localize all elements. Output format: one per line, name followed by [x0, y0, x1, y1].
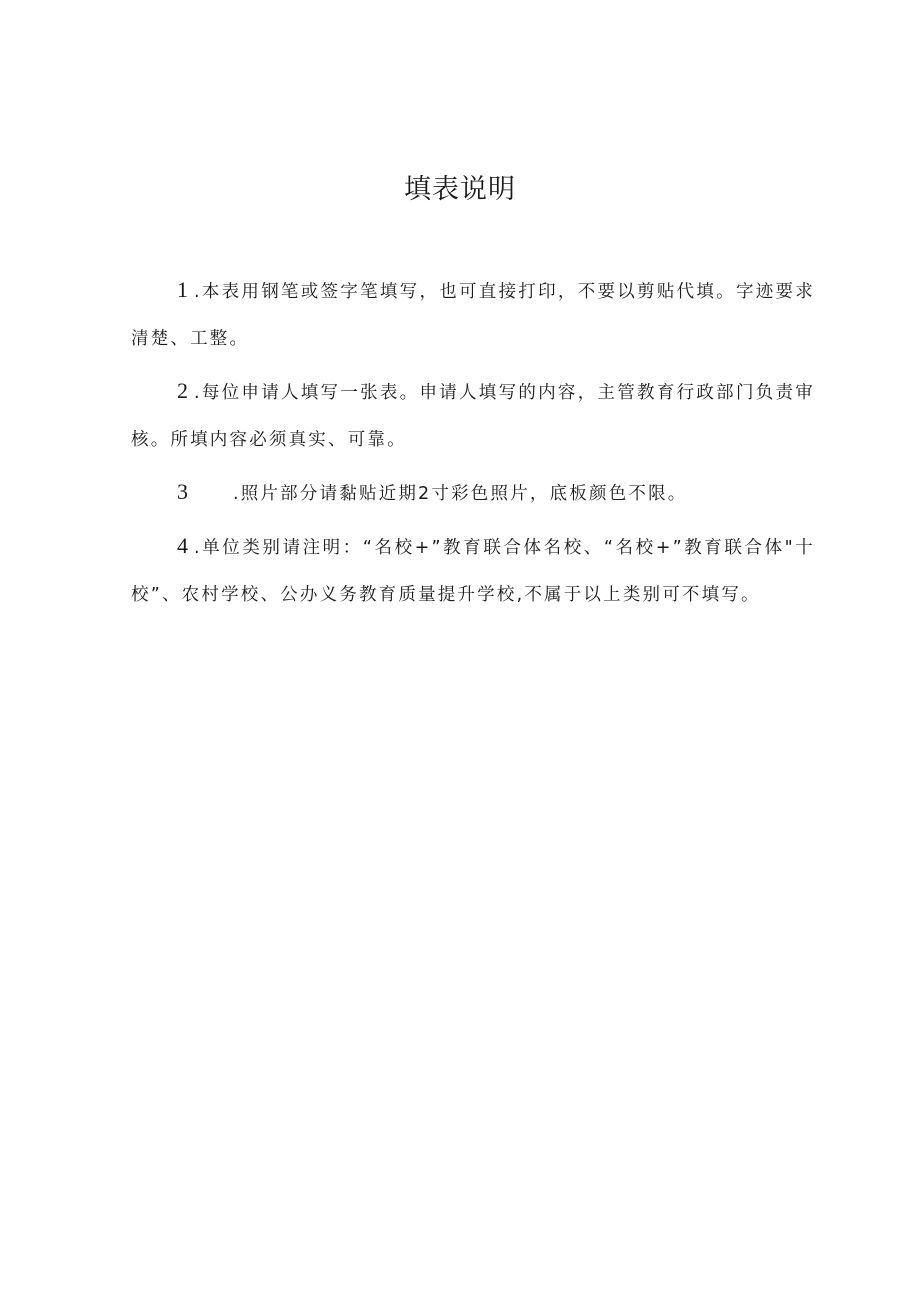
instructions-list — [131, 266, 815, 623]
item-text: .单位类别请注明：“名校+”教育联合体名校、“名校+”教育联合体"十校”、农村学校、公办义务教育质量提升学校,不属于以上类别可不填写。 — [131, 538, 815, 605]
item-number: 2 — [177, 378, 194, 403]
item-number: 3 — [177, 479, 188, 504]
item-number: 4 — [177, 533, 194, 558]
page-title: 填表说明 — [404, 174, 516, 205]
item-number: 1 — [177, 277, 194, 302]
item-text: .每位申请人填写一张表。申请人填写的内容，主管教育行政部门负责审核。所填内容必须真实、可靠。 — [131, 383, 815, 450]
item-text: .本表用钢笔或签字笔填写，也可直接打印，不要以剪贴代填。字迹要求清楚、工整。 — [131, 282, 815, 349]
instruction-item-3 — [131, 468, 815, 518]
instruction-item-4 — [131, 522, 815, 619]
item-text: .照片部分请黏贴近期2寸彩色照片，底板颜色不限。 — [233, 484, 688, 504]
instruction-item-1 — [131, 266, 815, 363]
instruction-item-2 — [131, 367, 815, 464]
